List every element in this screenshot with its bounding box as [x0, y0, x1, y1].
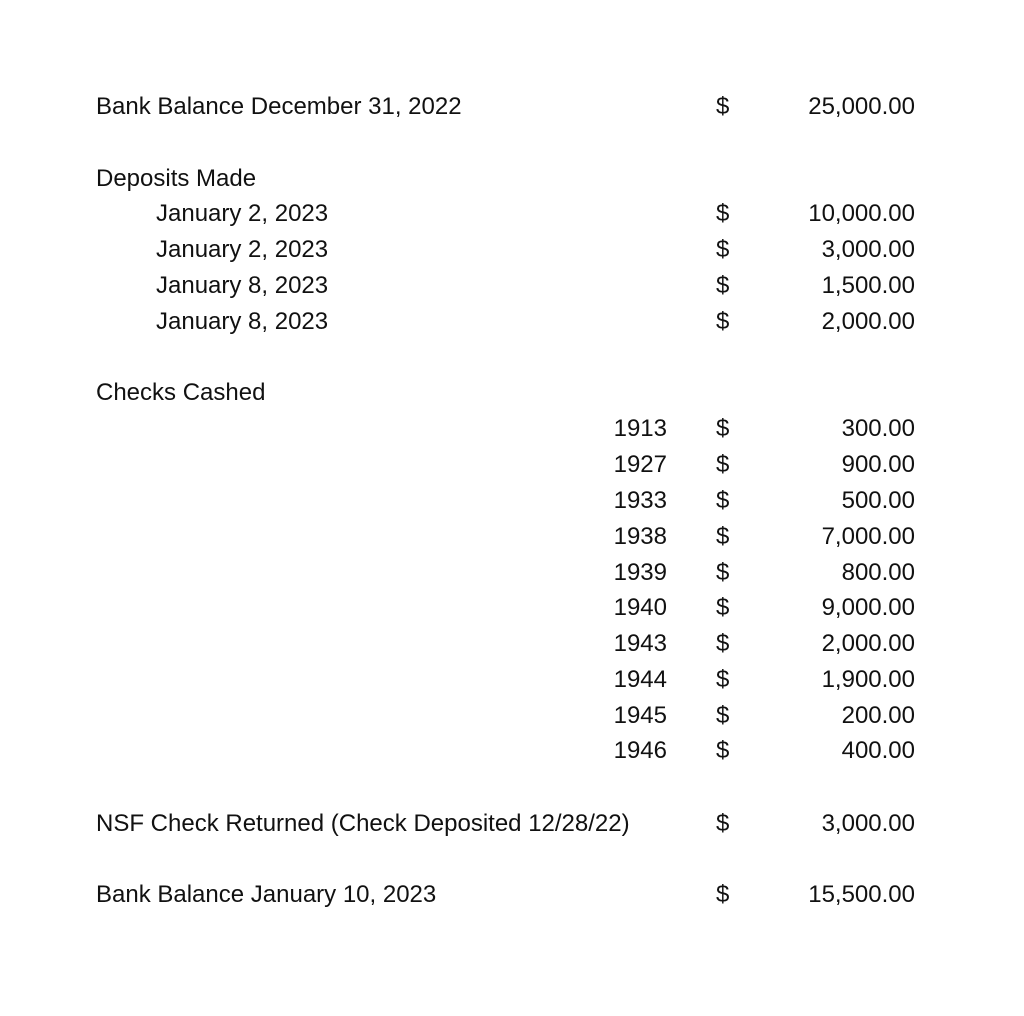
currency-symbol: $ [716, 200, 730, 227]
currency-symbol: $ [716, 881, 730, 908]
checks-header-row [0, 375, 1024, 411]
deposits-header-row [0, 161, 1024, 197]
check-number: 1946 [613, 737, 667, 764]
currency-symbol: $ [716, 93, 730, 120]
opening-balance-row [0, 89, 1024, 125]
check-amount: 1,900.00 [821, 666, 915, 693]
check-row [0, 733, 1024, 769]
check-amount: 800.00 [841, 559, 915, 586]
check-amount: 900.00 [841, 451, 915, 478]
currency-symbol: $ [716, 415, 730, 442]
currency-symbol: $ [716, 810, 730, 837]
check-row [0, 483, 1024, 519]
currency-symbol: $ [716, 487, 730, 514]
currency-symbol: $ [716, 451, 730, 478]
opening-balance-label: Bank Balance December 31, 2022 [96, 93, 462, 120]
check-amount: 9,000.00 [821, 594, 915, 621]
currency-symbol: $ [716, 523, 730, 550]
check-number: 1945 [613, 702, 667, 729]
deposit-date: January 2, 2023 [156, 236, 329, 263]
check-number: 1938 [613, 523, 667, 550]
check-amount: 400.00 [841, 737, 915, 764]
closing-balance-row [0, 877, 1024, 913]
deposit-amount: 1,500.00 [821, 272, 915, 299]
check-amount: 2,000.00 [821, 630, 915, 657]
check-amount: 7,000.00 [821, 523, 915, 550]
currency-symbol: $ [716, 702, 730, 729]
check-number: 1944 [613, 666, 667, 693]
opening-balance-amount: 25,000.00 [808, 93, 915, 120]
check-row [0, 555, 1024, 591]
check-number: 1940 [613, 594, 667, 621]
nsf-amount: 3,000.00 [821, 810, 915, 837]
check-number: 1913 [613, 415, 667, 442]
check-number: 1943 [613, 630, 667, 657]
currency-symbol: $ [716, 236, 730, 263]
check-row [0, 662, 1024, 698]
check-row [0, 590, 1024, 626]
check-number: 1927 [613, 451, 667, 478]
currency-symbol: $ [716, 666, 730, 693]
deposit-date: January 8, 2023 [156, 308, 329, 335]
deposit-row [0, 268, 1024, 304]
currency-symbol: $ [716, 737, 730, 764]
check-row [0, 698, 1024, 734]
deposit-amount: 10,000.00 [808, 200, 915, 227]
closing-balance-amount: 15,500.00 [808, 881, 915, 908]
check-amount: 500.00 [841, 487, 915, 514]
currency-symbol: $ [716, 594, 730, 621]
currency-symbol: $ [716, 272, 730, 299]
deposits-header: Deposits Made [96, 165, 257, 192]
check-number: 1933 [613, 487, 667, 514]
check-row [0, 626, 1024, 662]
deposit-date: January 8, 2023 [156, 272, 329, 299]
closing-balance-label: Bank Balance January 10, 2023 [96, 881, 437, 908]
nsf-label: NSF Check Returned (Check Deposited 12/28/22) [96, 810, 630, 837]
deposit-row [0, 304, 1024, 340]
deposit-amount: 3,000.00 [821, 236, 915, 263]
deposit-row [0, 196, 1024, 232]
currency-symbol: $ [716, 308, 730, 335]
check-number: 1939 [613, 559, 667, 586]
currency-symbol: $ [716, 630, 730, 657]
check-row [0, 447, 1024, 483]
check-row [0, 411, 1024, 447]
nsf-row [0, 806, 1024, 842]
currency-symbol: $ [716, 559, 730, 586]
check-amount: 200.00 [841, 702, 915, 729]
deposit-amount: 2,000.00 [821, 308, 915, 335]
checks-header: Checks Cashed [96, 379, 266, 406]
check-row [0, 519, 1024, 555]
deposit-row [0, 232, 1024, 268]
check-amount: 300.00 [841, 415, 915, 442]
deposit-date: January 2, 2023 [156, 200, 329, 227]
